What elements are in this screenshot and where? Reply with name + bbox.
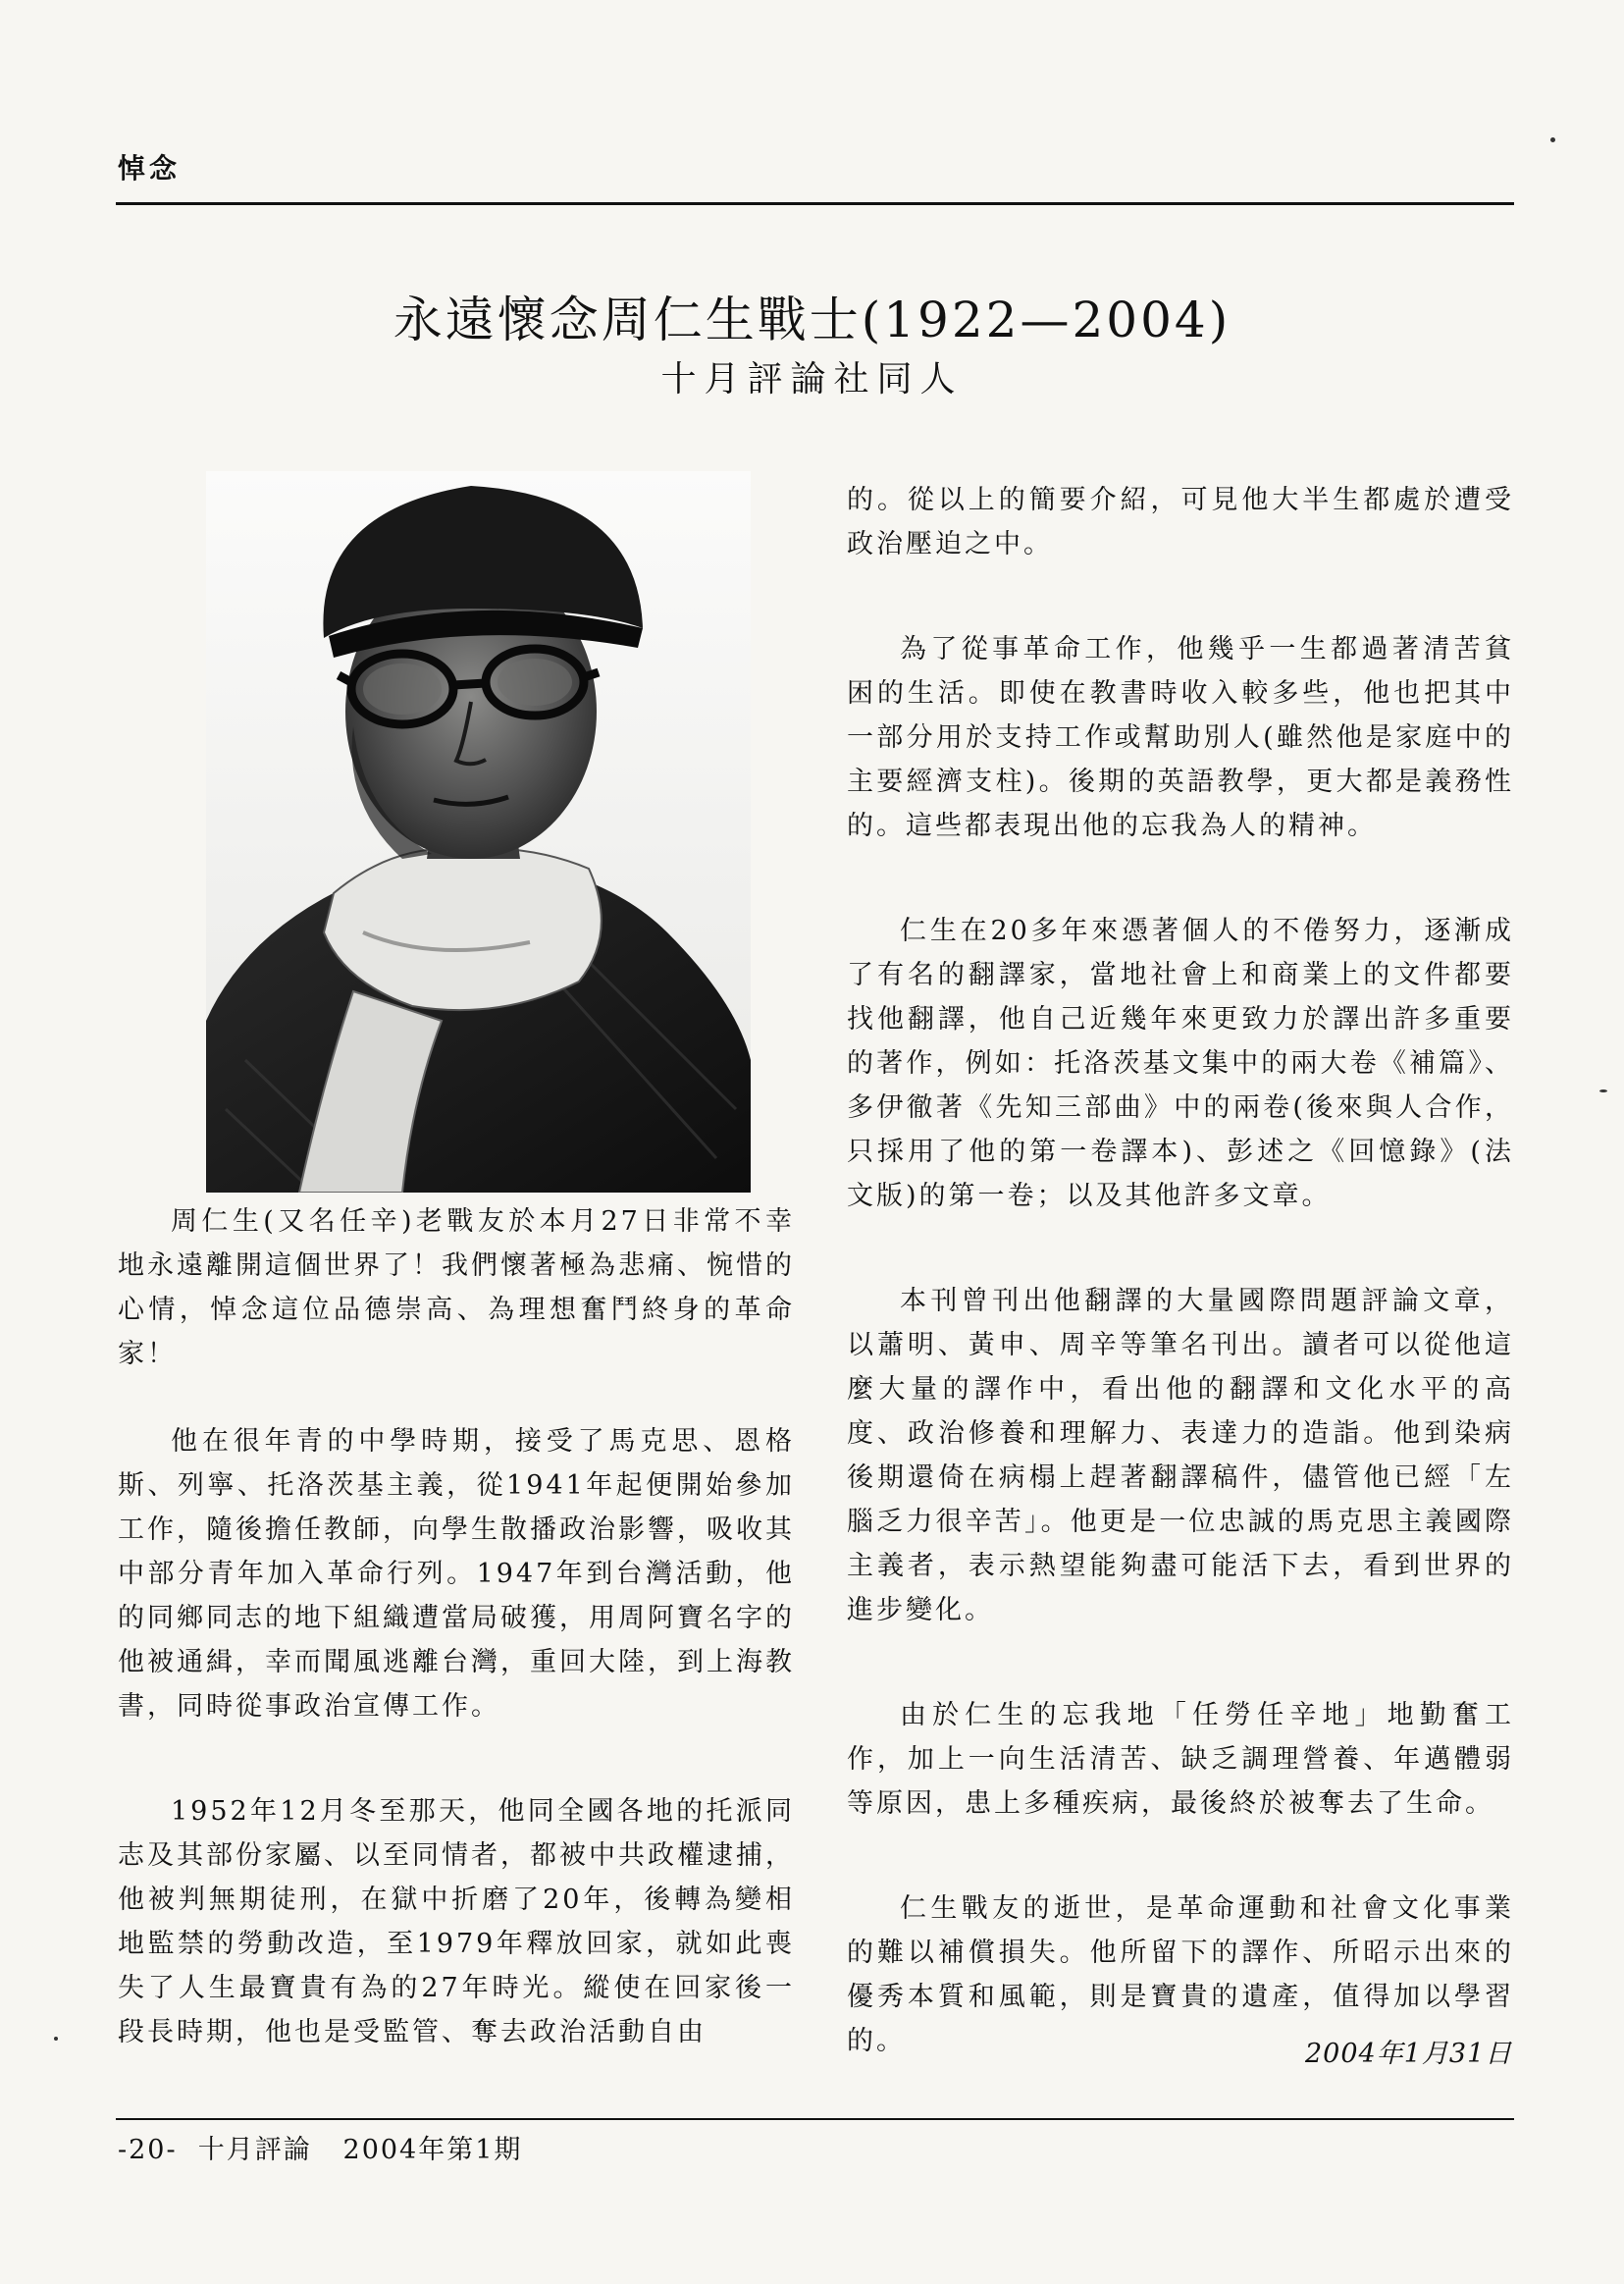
portrait-illustration [206,471,751,1193]
header-rule [116,202,1514,205]
scan-speck [1550,137,1555,142]
paragraph-2: 他在很年青的中學時期，接受了馬克思、恩格斯、列寧、托洛茨基主義，從1941年起便開始參加工作，隨後擔任教師，向學生散播政治影響，吸收其中部分青年加入革命行列。1947年到台灣活動，他的同鄉同志的地下組織遭當局破獲，用周阿寶名字的他被通緝，幸而聞風逃離台灣，重回大陸，到上海教書，同時從事政治宣傳工作。 [118,1426,795,1722]
section-label: 悼念 [118,152,182,185]
right-column [847,478,1514,2106]
article-author: 十月評論社同人 [660,359,964,399]
article-date: 2004年1月31日 [1305,2039,1513,2069]
paragraph-7: 本刊曾刊出他翻譯的大量國際問題評論文章，以蕭明、黃申、周辛等筆名刊出。讀者可以從他這麼大量的譯作中，看出他的翻譯和文化水平的高度、政治修養和理解力、表達力的造詣。他到染病後期還倚在病榻上趕著翻譯稿件，儘管他已經「左腦乏力很辛苦」。他更是一位忠誠的馬克思主義國際主義者，表示熱望能夠盡可能活下去，看到世界的進步變化。 [847,1286,1514,1625]
paragraph-5: 為了從事革命工作，他幾乎一生都過著清苦貧困的生活。即使在教書時收入較多些，他也把其中一部分用於支持工作或幫助別人(雖然他是家庭中的主要經濟支柱)。後期的英語教學，更大都是義務性的。這些都表現出他的忘我為人的精神。 [847,634,1514,841]
scan-speck [1599,1089,1607,1092]
paragraph-6: 仁生在20多年來憑著個人的不倦努力，逐漸成了有名的翻譯家，當地社會上和商業上的文件都要找他翻譯，他自己近幾年來更致力於譯出許多重要的著作，例如：托洛茨基文集中的兩大卷《補篇》、多伊徹著《先知三部曲》中的兩卷(後來與人合作，只採用了他的第一卷譯本)、彭述之《回憶錄》(法文版)的第一卷；以及其他許多文章。 [847,916,1514,1211]
page-footer: -20- 十月評論 2004年第1期 [118,2135,523,2165]
portrait-photo [206,471,751,1193]
paragraph-8: 由於仁生的忘我地「任勞任辛地」地勤奮工作，加上一向生活清苦、缺乏調理營養、年邁體弱等原因，患上多種疾病，最後終於被奪去了生命。 [847,1700,1514,1819]
scan-speck [54,2037,58,2041]
footer-rule [116,2118,1514,2120]
paragraph-3: 1952年12月冬至那天，他同全國各地的托派同志及其部份家屬、以至同情者，都被中共政權逮捕，他被判無期徒刑，在獄中折磨了20年，後轉為變相地監禁的勞動改造，至1979年釋放回家，就如此喪失了人生最寶貴有為的27年時光。縱使在回家後一段長時期，他也是受監管、奪去政治活動自由 [118,1796,795,2047]
paragraph-9: 仁生戰友的逝世，是革命運動和社會文化事業的難以補償損失。他所留下的譯作、所昭示出來的優秀本質和風範，則是寶貴的遺產，值得加以學習的。 [847,1893,1514,2056]
paragraph-4: 的。從以上的簡要介紹，可見他大半生都處於遭受政治壓迫之中。 [847,485,1514,559]
article-title: 永遠懷念周仁生戰士(1922—2004) [393,291,1231,348]
paragraph-1: 周仁生(又名任辛)老戰友於本月27日非常不幸地永遠離開這個世界了！我們懷著極為悲痛、惋惜的心情，悼念這位品德崇高、為理想奮鬥終身的革命家！ [118,1206,795,1369]
left-column [118,1199,795,2098]
